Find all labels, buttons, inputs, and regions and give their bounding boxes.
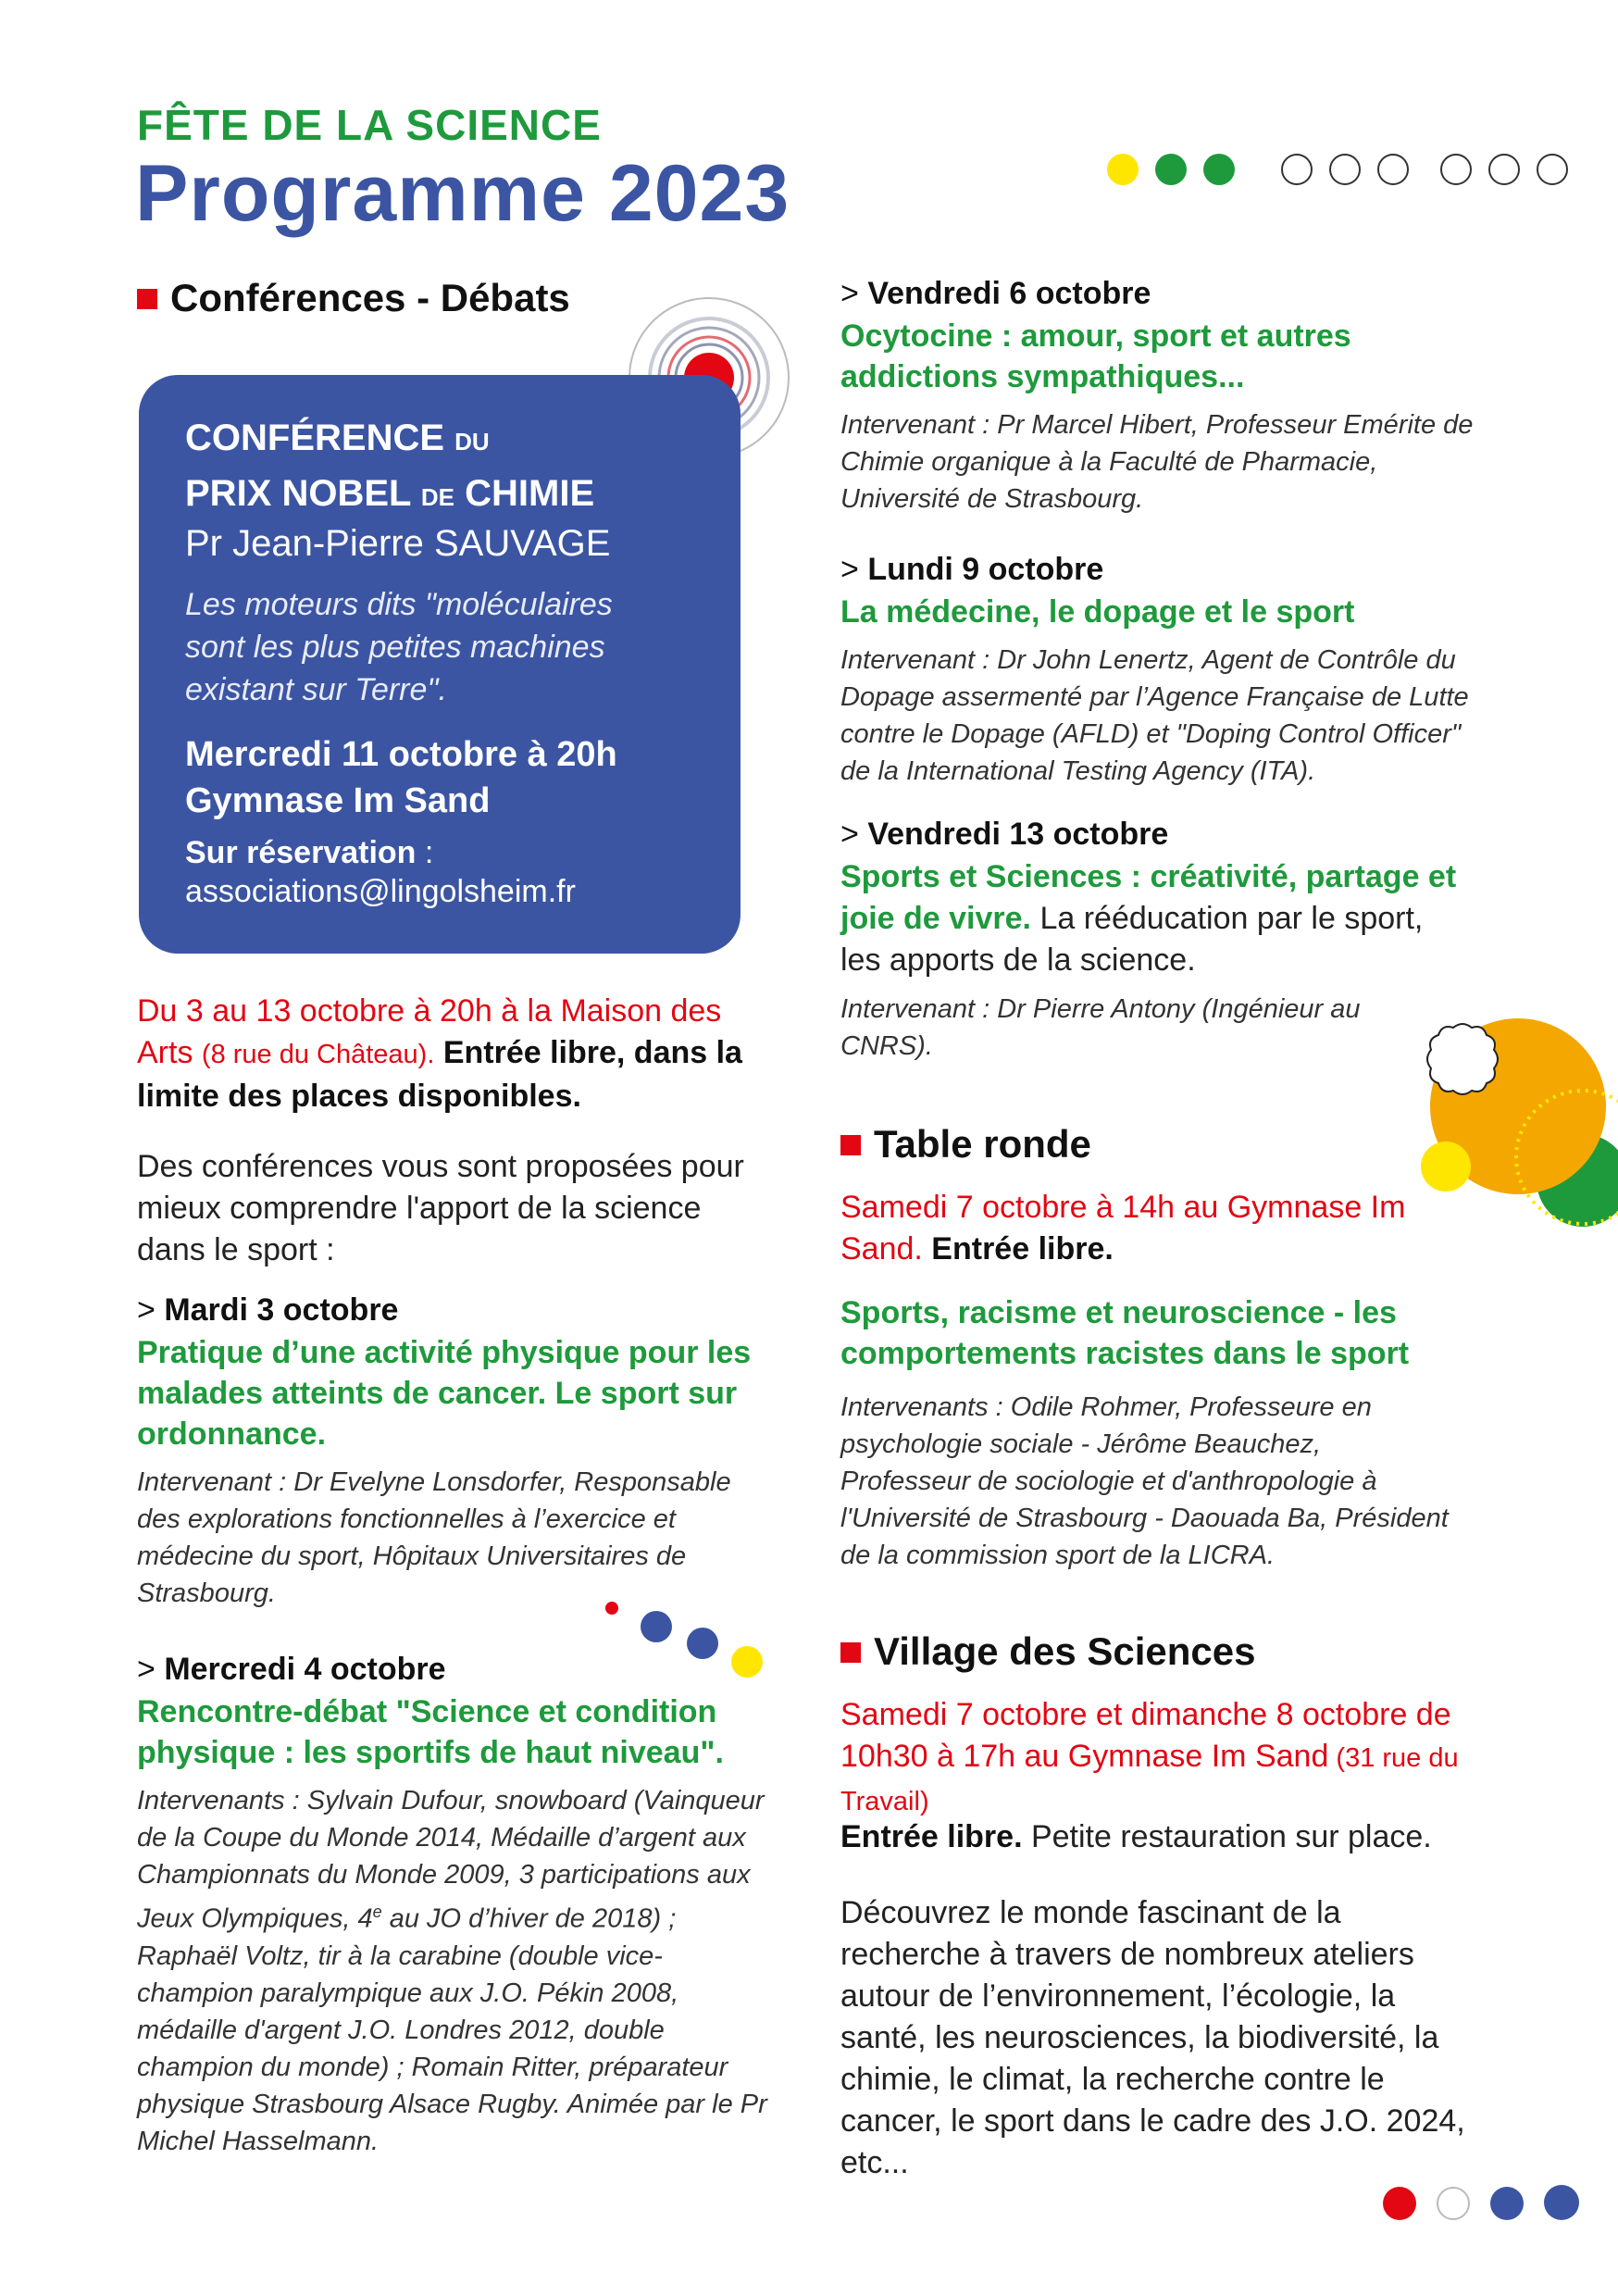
reservation-email[interactable]: associations@lingolsheim.fr: [185, 874, 576, 909]
table-ronde-speakers: Intervenants : Odile Rohmer, Professeure en psychologie sociale - Jérôme Beauchez, Professeur de sociologie et d'anthropologie à l'Université de Strasbourg - Daouada Ba, Président de la commission sport de la LICRA.: [840, 1392, 1449, 1570]
section-heading-village: Village des Sciences: [840, 1629, 1255, 1674]
event-lundi-9: > Lundi 9 octobre La médecine, le dopage et le sport Intervenant : Dr John Lenertz, Agent de Contrôle du Dopage assermenté par l’Agence Française de Lutte contre le Dopage (AFLD) et "Doping Control Officer" de la International Testing Agency (ITA).: [840, 552, 1469, 786]
card-date-place: Mercredi 11 octobre à 20h Gymnase Im Sand: [185, 735, 617, 820]
page-title: Programme 2023: [135, 149, 790, 238]
table-ronde-title: Sports, racisme et neuroscience - les comportements racistes dans le sport: [840, 1295, 1410, 1371]
event-vendredi-13: > Vendredi 13 octobre Sports et Sciences : créativité, partage et joie de vivre. La rééducation par le sport, les apports de la science. Intervenant : Dr Pierre Antony (Ingénieur au CNRS).: [840, 817, 1457, 1061]
conferences-intro-text: Des conférences vous sont proposées pour mieux comprendre l'apport de la science dans le sport :: [137, 1149, 744, 1267]
section-heading-conferences: Conférences - Débats: [137, 276, 570, 320]
event-vendredi-6: > Vendredi 6 octobre Ocytocine : amour, sport et autres addictions sympathiques... Intervenant : Pr Marcel Hibert, Professeur Emérite de Chimie organique à la Faculté de Pharmacie, Université de Strasbourg.: [840, 276, 1474, 514]
section-marker: [840, 1642, 861, 1663]
card-quote: Les moteurs dits "moléculaires sont les plus petites machines existant sur Terre".: [185, 587, 613, 707]
card-reservation: Sur réservation : associations@lingolsheim.fr: [185, 835, 576, 909]
eyebrow-title: FÊTE DE LA SCIENCE: [137, 101, 602, 149]
nobel-conference-card: [139, 375, 741, 954]
village-entry: Entrée libre. Petite restauration sur place.: [840, 1819, 1432, 1854]
village-description: Découvrez le monde fascinant de la recherche à travers de nombreux ateliers autour de l’environnement, l’écologie, la santé, les neurosciences, la biodiversité, la chimie, le climat, la recherche contre le cancer, le sport dans le cadre des J.O. 2024, etc...: [840, 1895, 1465, 2180]
card-title: CONFÉRENCE DU PRIX NOBEL DE CHIMIE: [185, 418, 595, 514]
section-marker: [137, 289, 157, 309]
event-mercredi-4: > Mercredi 4 octobre Rencontre-débat "Science et condition physique : les sportifs de haut niveau". Intervenants : Sylvain Dufour, snowboard (Vainqueur de la Coupe du Monde 2014, Médaille d’argent aux Championnats du Monde 2009, 3 participations aux Jeux Olympiques, 4e au JO d’hiver de 2018) ; Raphaël Voltz, tir à la carabine (double vice-champion paralympique aux J.O. Pékin 2008, médaille d'argent J.O. Londres 2012, double champion du monde) ; Romain Ritter, préparateur physique Strasbourg Alsace Rugby. Animée par le Pr Michel Hasselmann.: [137, 1652, 767, 2156]
conferences-intro: Du 3 au 13 octobre à 20h à la Maison des Arts (8 rue du Château). Entrée libre, dans la limite des places disponibles.: [137, 993, 742, 1114]
card-speaker: Pr Jean-Pierre SAUVAGE: [185, 523, 611, 564]
village-when: Samedi 7 octobre et dimanche 8 octobre de 10h30 à 17h au Gymnase Im Sand (31 rue du Travail): [840, 1697, 1459, 1816]
decorative-circles-right: [1416, 1018, 1618, 1250]
event-mardi-3: > Mardi 3 octobre Pratique d’une activité physique pour les malades atteints de cancer. Le sport sur ordonnance. Intervenant : Dr Evelyne Lonsdorfer, Responsable des explorations fonctionnelles à l’exercice et médecine du sport, Hôpitaux Universitaires de Strasbourg.: [137, 1292, 752, 1608]
table-ronde-when: Samedi 7 octobre à 14h au Gymnase Im Sand. Entrée libre.: [840, 1190, 1406, 1267]
section-marker: [840, 1135, 861, 1155]
section-heading-table-ronde: Table ronde: [840, 1122, 1091, 1167]
